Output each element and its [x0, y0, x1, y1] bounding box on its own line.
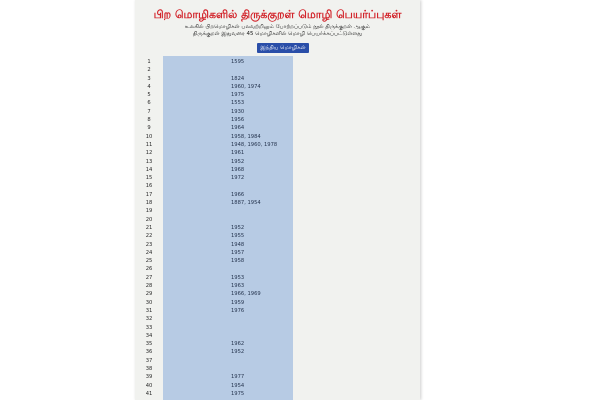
row-number: 2: [147, 67, 151, 74]
table-row: [135, 174, 420, 182]
table-row: [135, 99, 420, 107]
year: 1964: [231, 125, 245, 132]
row-number: 34: [145, 332, 153, 339]
year: 1961: [231, 150, 245, 157]
row-number: 17: [145, 191, 153, 198]
row-number: 19: [145, 208, 153, 215]
row-number: 14: [145, 166, 153, 173]
table-row: [135, 373, 420, 381]
year: 1958: [231, 258, 245, 265]
table-row: [135, 315, 420, 323]
year: 1948: [231, 241, 245, 248]
row-number: 1: [147, 59, 151, 65]
table-row: [135, 199, 420, 207]
table-row: [135, 75, 420, 83]
row-number: 24: [145, 249, 153, 256]
year: 1975: [231, 390, 245, 397]
year: 1952: [231, 224, 245, 231]
page-title: பிற மொழிகளில் திருக்குறள் மொழி பெயர்ப்புகள்: [153, 8, 402, 21]
table-row: [135, 207, 420, 215]
translation-table: [135, 58, 420, 398]
table-row: [135, 307, 420, 315]
table-row: [135, 365, 420, 373]
table-row: [135, 324, 420, 332]
year: 1963: [231, 283, 245, 290]
row-number: 7: [147, 108, 151, 115]
document-page: [135, 0, 420, 400]
table-row: [135, 124, 420, 132]
table-row: [135, 149, 420, 157]
year: 1966, 1969: [231, 291, 261, 298]
row-number: 36: [145, 349, 153, 356]
year: 1955: [231, 233, 245, 240]
row-number: 35: [145, 341, 153, 348]
row-number: 38: [145, 365, 153, 372]
row-number: 12: [145, 150, 153, 157]
row-number: 13: [145, 158, 153, 165]
year: 1887, 1954: [231, 200, 261, 207]
table-row: [135, 182, 420, 190]
table-row: [135, 224, 420, 232]
row-number: 10: [145, 133, 153, 140]
year: 1952: [231, 158, 245, 165]
table-row: [135, 108, 420, 116]
row-number: 22: [145, 233, 153, 240]
row-number: 28: [145, 283, 153, 290]
table-row: [135, 216, 420, 224]
year: 1930: [231, 108, 245, 115]
year: 1958, 1984: [231, 133, 261, 140]
year: 1968: [231, 166, 245, 173]
table-row: [135, 382, 420, 390]
table-row: [135, 332, 420, 340]
table-row: [135, 348, 420, 356]
table-row: [135, 141, 420, 149]
row-number: 8: [147, 117, 151, 124]
year: 1962: [231, 341, 245, 348]
row-number: 31: [145, 307, 153, 314]
row-number: 23: [145, 241, 153, 248]
row-number: 29: [145, 291, 153, 298]
table-row: [135, 133, 420, 141]
table-row: [135, 265, 420, 273]
table-row: [135, 299, 420, 307]
table-row: [135, 282, 420, 290]
row-number: 15: [145, 175, 153, 182]
year: 1954: [231, 382, 245, 389]
table-row: [135, 241, 420, 249]
row-number: 9: [147, 125, 151, 132]
section-heading: இந்திய மொழிகள்: [257, 43, 309, 53]
year: 1952: [231, 349, 245, 356]
row-number: 6: [147, 100, 151, 107]
row-number: 40: [145, 382, 153, 389]
table-row: [135, 340, 420, 348]
year: 1976: [231, 307, 245, 314]
row-number: 16: [145, 183, 153, 190]
table-row: [135, 257, 420, 265]
row-number: 20: [145, 216, 153, 223]
row-number: 32: [145, 316, 153, 323]
year: 1956: [231, 117, 245, 124]
table-row: [135, 191, 420, 199]
table-row: [135, 249, 420, 257]
year: 1824: [231, 75, 245, 82]
year: 1595: [231, 59, 245, 65]
year: 1553: [231, 100, 245, 107]
year: 1953: [231, 274, 245, 281]
row-number: 39: [145, 374, 153, 381]
row-number: 27: [145, 274, 153, 281]
row-number: 21: [145, 224, 153, 231]
table-row: [135, 290, 420, 298]
table-row: [135, 232, 420, 240]
year: 1977: [231, 374, 245, 381]
table-row: [135, 357, 420, 365]
table-row: [135, 91, 420, 99]
year: 1959: [231, 299, 245, 306]
row-number: 37: [145, 357, 153, 364]
table-row: [135, 66, 420, 74]
row-number: 5: [147, 92, 151, 99]
year: 1957: [231, 249, 245, 256]
row-number: 41: [145, 390, 153, 397]
row-number: 11: [145, 141, 153, 148]
table-row: [135, 390, 420, 398]
year: 1975: [231, 92, 245, 99]
year: 1972: [231, 175, 245, 182]
table-row: [135, 158, 420, 166]
year: 1948, 1960, 1978: [231, 141, 278, 148]
subtitle-line-1: உலகில் பிறமொழிகள் பலவற்றிலும் போற்றப்படும் நூல் திருக்குறள் ஆகும்: [185, 24, 370, 30]
year: 1966: [231, 191, 245, 198]
row-number: 18: [145, 200, 153, 207]
row-number: 25: [145, 258, 153, 265]
table-row: [135, 116, 420, 124]
table-row: [135, 274, 420, 282]
row-number: 3: [147, 75, 151, 82]
row-number: 30: [145, 299, 153, 306]
table-row: [135, 83, 420, 91]
table-row: [135, 166, 420, 174]
year: 1960, 1974: [231, 83, 261, 90]
row-number: 26: [145, 266, 153, 273]
subtitle-line-2: திருக்குறள் இதுவரை 45 மொழிகளில் மொழி பெயர்க்கப்பட்டுள்ளது: [192, 31, 363, 37]
row-number: 4: [147, 83, 151, 90]
row-number: 33: [145, 324, 153, 331]
table-row: [135, 58, 420, 66]
